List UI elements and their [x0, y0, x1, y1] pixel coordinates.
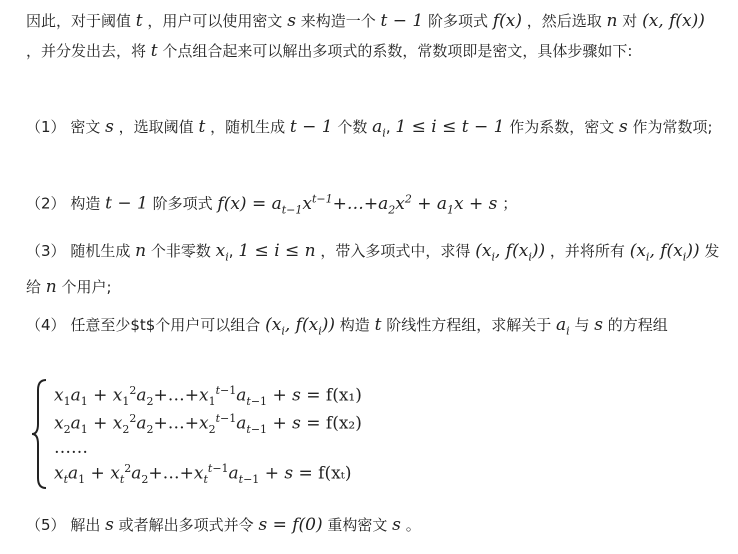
- step-number: （5）: [26, 516, 66, 534]
- equation-row-1: $x_1a_1$ + $x_1^2a_2+\dots+x_1^{t-1}a_{t-1} + s = f(x_1)$: [54, 384, 362, 409]
- text: ，并分发出去，将: [26, 42, 147, 60]
- text: ，并将所有: [549, 242, 625, 260]
- text: 。: [405, 516, 421, 534]
- text: 作为系数，密文: [509, 118, 615, 136]
- math-polynomial: $f(x) = a_{t-1}x^{t-1}+\dots+a_2x^2 + a_1x + s$: [217, 192, 498, 217]
- math-s: s: [392, 515, 401, 535]
- math-xi: $x_i$: [215, 241, 229, 264]
- text: 与: [574, 316, 590, 334]
- text: 阶多项式: [152, 194, 213, 213]
- math-s: s: [619, 117, 628, 137]
- text: 随机生成: [70, 242, 131, 260]
- math-s: s: [105, 117, 114, 137]
- math-t: t: [374, 315, 382, 335]
- math-ai: $a_i$: [555, 315, 570, 338]
- step-number: （1）: [26, 118, 66, 136]
- math-fx: f(x): [492, 11, 522, 31]
- math-n: n: [606, 11, 618, 31]
- text: 构造: [70, 194, 101, 213]
- math-degree: t − 1: [105, 193, 148, 214]
- step-3: （3） 随机生成 n 个非零数 $x_i$, 1 ≤ i ≤ n ，带入多项式中，求得 ($x_i$, $f(x_i)$) ，并将所有 ($x_i$, $f(x_i)$) 发给 n 个用户;: [26, 241, 720, 298]
- text: 的方程组: [607, 316, 668, 334]
- text: 因此，对于阈值: [26, 12, 132, 30]
- step-1: （1） 密文 s ，选取阈值 t ，随机生成 t − 1 个数 $a_i$, 1 ≤ i ≤ t − 1 作为系数，密文 s 作为常数项;: [26, 117, 713, 140]
- text: 个非零数: [150, 242, 211, 260]
- text: 阶线性方程组，求解关于: [386, 316, 552, 334]
- math-s: s: [287, 11, 296, 31]
- text: 个数: [337, 118, 368, 136]
- text: 作为常数项;: [632, 118, 713, 136]
- text: 个用户;: [61, 278, 112, 297]
- step-4: [26, 310, 724, 346]
- text: 解出: [70, 516, 101, 534]
- step-number: （3）: [26, 242, 66, 260]
- text: 发给: [26, 242, 720, 297]
- math-pair-i: ($x_i$, $f(x_i)$): [265, 315, 335, 338]
- math-ai: $a_i$: [372, 117, 386, 140]
- equation-row-dots: ……: [54, 438, 88, 458]
- text: 对: [622, 12, 638, 30]
- step-2: [26, 184, 724, 225]
- math-s: s: [594, 315, 603, 335]
- math-t: t: [135, 11, 143, 31]
- text: ，然后选取: [526, 12, 602, 30]
- text: ，用户可以使用密文: [147, 12, 283, 30]
- text: ，随机生成: [210, 118, 286, 136]
- math-t: t: [150, 41, 158, 61]
- intro-paragraph: [26, 6, 724, 66]
- left-brace-icon: [30, 378, 50, 490]
- text: 来构造一个: [300, 12, 376, 30]
- equation-system: [30, 378, 450, 490]
- text: 重构密文: [327, 516, 388, 534]
- math-pair-i: ($x_i$, $f(x_i)$): [629, 241, 700, 264]
- math-s: s: [105, 515, 114, 535]
- math-pair: (x, f(x)): [642, 11, 705, 31]
- step-5: [26, 510, 724, 540]
- text: ；: [502, 194, 518, 213]
- equation-row-2: $x_2a_1$ + $x_2^2a_2+\dots+x_2^{t-1}a_{t-1} + s = f(x_2)$: [54, 412, 362, 437]
- text: ，带入多项式中，求得: [320, 242, 471, 260]
- math-degree: t − 1: [380, 11, 424, 31]
- text: 阶多项式: [428, 12, 489, 30]
- math-pair-i: ($x_i$, $f(x_i)$): [475, 241, 546, 264]
- equation-row-t: $x_ta_1$ + $x_t^2a_2+\dots+x_t^{t-1}a_{t-1} + s = f(x_t)$: [54, 462, 352, 487]
- math-n: n: [135, 241, 147, 261]
- text: 密文: [70, 118, 101, 136]
- math-equation: s = f(0): [258, 515, 323, 535]
- text: 构造: [339, 316, 370, 334]
- step-number: （2）: [26, 194, 66, 213]
- math-t: t: [198, 117, 206, 137]
- text: 个点组合起来可以解出多项式的系数，常数项即是密文，具体步骤如下:: [162, 42, 633, 60]
- math-count: t − 1: [289, 117, 333, 137]
- text: ，选取阈值: [118, 118, 194, 136]
- step-number: （4）: [26, 316, 66, 334]
- text: 任意至少$t$个用户可以组合: [70, 316, 261, 334]
- text: 或者解出多项式并令: [118, 516, 254, 534]
- math-range: 1 ≤ i ≤ t − 1: [395, 117, 505, 137]
- math-range: 1 ≤ i ≤ n: [238, 241, 316, 261]
- math-n: n: [45, 277, 57, 298]
